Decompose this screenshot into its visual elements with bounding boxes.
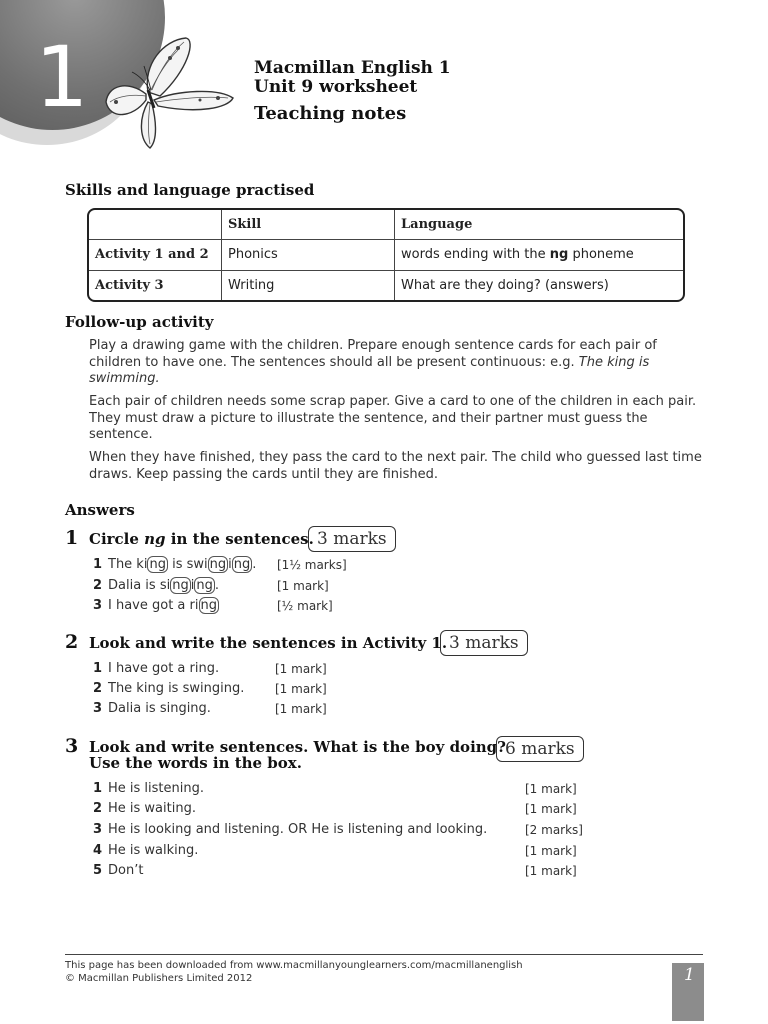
answer-number: 5 bbox=[93, 863, 103, 878]
answer-number: 4 bbox=[93, 843, 103, 858]
series-title: Macmillan English 1 bbox=[254, 58, 451, 78]
answer-number: 2 bbox=[93, 681, 103, 696]
followup-paragraph-2: Each pair of children needs some scrap paper. Give a card to one of the children in each pair. They must draw a picture to illustrate the sentence, and their partner must guess the sentence. bbox=[89, 394, 697, 442]
language-cell bbox=[395, 270, 684, 300]
marks-box: 3 marks bbox=[440, 630, 528, 656]
paragraph-example: The king is swimming. bbox=[89, 354, 650, 386]
skills-table bbox=[87, 208, 685, 302]
page-number: 1 bbox=[684, 965, 695, 985]
language-cell bbox=[395, 240, 684, 271]
answer-mark: [1½ marks] bbox=[277, 558, 347, 572]
answer-number: 3 bbox=[93, 701, 103, 716]
answer-mark: [1 mark] bbox=[275, 702, 327, 716]
skill-cell: Writing bbox=[222, 270, 395, 300]
footer-source-link[interactable]: This page has been downloaded from www.macmillanyounglearners.com/macmillanenglish bbox=[65, 960, 523, 971]
followup-paragraph-3: When they have finished, they pass the card to the next pair. The child who guessed last time draws. Keep passing the cards until they are finished. bbox=[89, 450, 702, 482]
answer-mark: [1 mark] bbox=[525, 802, 577, 816]
language-bold: ng bbox=[549, 247, 569, 263]
language-text: What are they doing? (answers) bbox=[401, 277, 609, 293]
question-text bbox=[89, 530, 314, 548]
question-number: 2 bbox=[65, 631, 79, 653]
answer-text: He is looking and listening. OR He is listening and looking. bbox=[108, 822, 488, 837]
question-number: 3 bbox=[65, 735, 79, 757]
answer-fragment: Dalia is si bbox=[108, 578, 171, 593]
language-text: phoneme bbox=[568, 247, 634, 263]
answer-mark: [1 mark] bbox=[277, 579, 329, 593]
circled-ng: ng bbox=[172, 578, 189, 593]
answer-number: 1 bbox=[93, 557, 103, 572]
unit-title: Unit 9 worksheet bbox=[254, 77, 418, 97]
table-row bbox=[89, 270, 683, 300]
language-text: words ending with the bbox=[401, 247, 550, 263]
answer-number: 2 bbox=[93, 578, 103, 593]
activity-cell: Activity 1 and 2 bbox=[89, 240, 222, 271]
table-header-row bbox=[89, 210, 683, 240]
butterfly-illustration bbox=[88, 30, 238, 155]
followup-heading: Follow-up activity bbox=[65, 313, 214, 331]
skills-heading: Skills and language practised bbox=[65, 181, 315, 199]
unit-number: 1 bbox=[35, 28, 89, 126]
activity-cell: Activity 3 bbox=[89, 270, 222, 300]
answer-number: 2 bbox=[93, 801, 103, 816]
answer-fragment: is swi bbox=[167, 557, 208, 572]
footer-divider bbox=[65, 954, 703, 955]
answer-fragment: The ki bbox=[108, 557, 148, 572]
marks-box: 6 marks bbox=[496, 736, 584, 762]
answer-fragment: . bbox=[214, 578, 219, 593]
answer-mark: [1 mark] bbox=[525, 782, 577, 796]
marks-box: 3 marks bbox=[308, 526, 396, 552]
answer-mark: [1 mark] bbox=[275, 682, 327, 696]
skill-cell: Phonics bbox=[222, 240, 395, 271]
followup-paragraph-1 bbox=[89, 338, 704, 388]
circled-ng: ng bbox=[209, 557, 227, 572]
answer-number: 3 bbox=[93, 598, 103, 613]
table-header-cell: Language bbox=[395, 210, 684, 240]
answer-mark: [½ mark] bbox=[277, 599, 333, 613]
answer-text: Don’t bbox=[108, 863, 144, 878]
circled-ng: ng bbox=[149, 557, 166, 572]
answer-text: He is walking. bbox=[108, 843, 199, 858]
question-text-italic: ng bbox=[144, 530, 166, 548]
answer-text: Dalia is singing. bbox=[108, 701, 211, 716]
footer-copyright: © Macmillan Publishers Limited 2012 bbox=[65, 973, 253, 984]
answers-heading: Answers bbox=[65, 501, 135, 519]
answer-mark: [2 marks] bbox=[525, 823, 583, 837]
answer-number: 3 bbox=[93, 822, 103, 837]
question-text: Look and write sentences. What is the boy doing? bbox=[89, 738, 506, 756]
answer-number: 1 bbox=[93, 661, 103, 676]
answer-fragment: . bbox=[252, 557, 257, 572]
question-text: Look and write the sentences in Activity 1. bbox=[89, 634, 448, 652]
circled-ng: ng bbox=[233, 557, 251, 572]
question-number: 1 bbox=[65, 527, 79, 549]
answer-fragment: i bbox=[190, 578, 195, 593]
question-text: Use the words in the box. bbox=[89, 754, 302, 772]
answer-text bbox=[108, 578, 219, 593]
answer-text bbox=[108, 598, 219, 613]
answer-text: I have got a ring. bbox=[108, 661, 220, 676]
answer-mark: [1 mark] bbox=[275, 662, 327, 676]
answer-text: He is listening. bbox=[108, 781, 204, 796]
question-text-part: in the sentences. bbox=[165, 530, 314, 548]
circled-ng: ng bbox=[196, 578, 213, 593]
table-row bbox=[89, 240, 683, 271]
answer-fragment: i bbox=[228, 557, 232, 572]
circled-ng: ng bbox=[200, 598, 217, 613]
answer-text bbox=[108, 557, 256, 572]
table-header-cell bbox=[89, 210, 222, 240]
paragraph-text: Play a drawing game with the children. Prepare enough sentence cards for each pair of children to have one. The sentences should all be present continuous: e.g. bbox=[89, 338, 657, 370]
answer-text: He is waiting. bbox=[108, 801, 196, 816]
answer-text: The king is swinging. bbox=[108, 681, 245, 696]
answer-number: 1 bbox=[93, 781, 103, 796]
answer-fragment: I have got a ri bbox=[108, 598, 199, 613]
table-header-cell: Skill bbox=[222, 210, 395, 240]
answer-mark: [1 mark] bbox=[525, 844, 577, 858]
answer-mark: [1 mark] bbox=[525, 864, 577, 878]
question-text-part: Circle bbox=[89, 530, 145, 548]
page-title: Teaching notes bbox=[254, 103, 407, 124]
